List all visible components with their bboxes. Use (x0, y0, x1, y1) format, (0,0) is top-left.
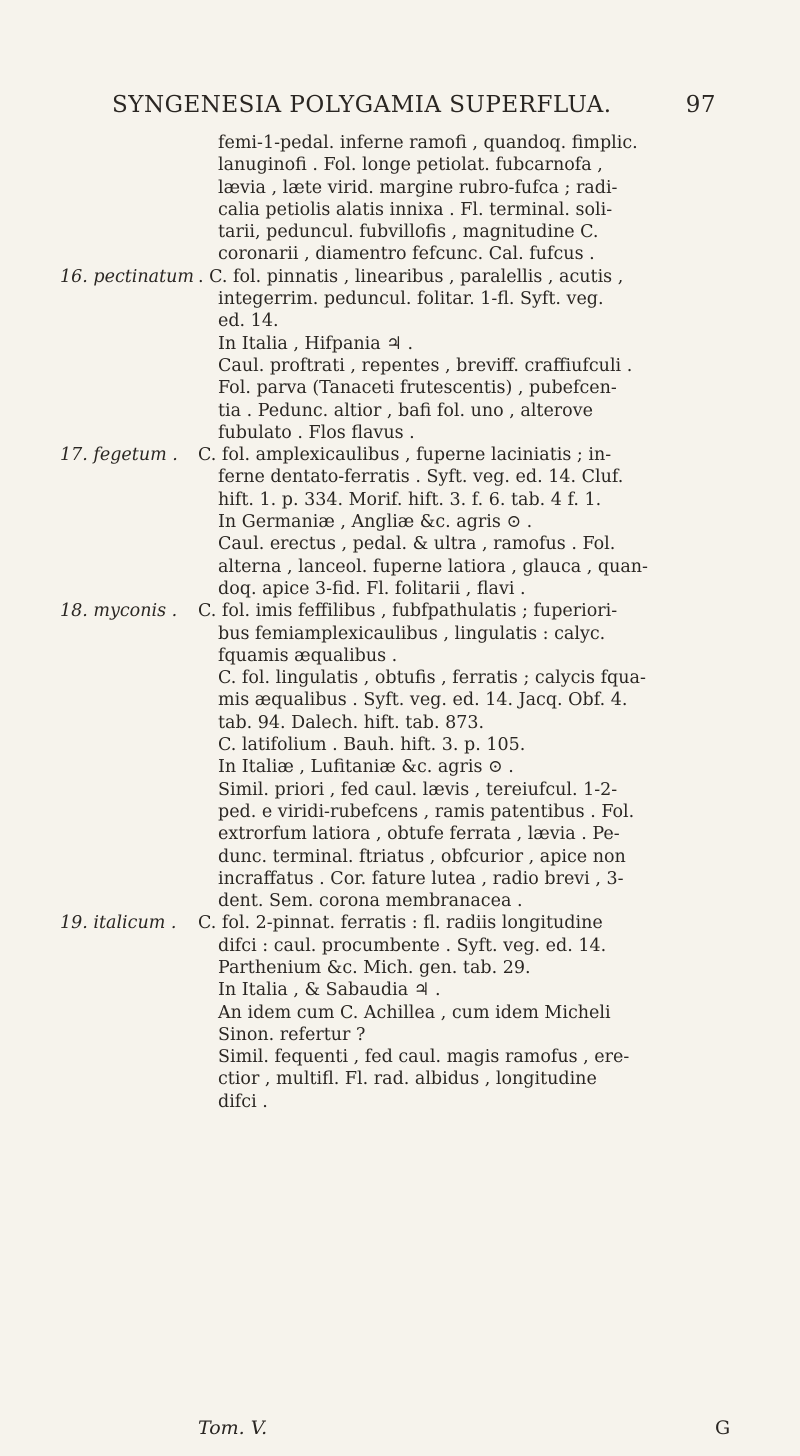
text-line (60, 756, 760, 778)
text-line (60, 846, 760, 868)
line-text: tia . Pedunc. altior , bafi fol. uno , alterove (218, 400, 593, 421)
page-number: 97 (685, 92, 716, 118)
line-text: Sinon. refertur ? (218, 1024, 366, 1045)
text-line (60, 1068, 760, 1090)
species-label: 18. myconis . (60, 601, 178, 622)
text-line (60, 957, 760, 979)
text-line (60, 667, 760, 689)
text-line (60, 801, 760, 823)
line-text: C. fol. amplexicaulibus , fuperne laciniatis ; in- (198, 445, 612, 466)
line-text: C. fol. lingulatis , obtufis , ferratis ; calycis fqua- (218, 668, 646, 689)
species-label: 17. fegetum . (60, 445, 178, 466)
text-line (60, 154, 760, 176)
text-line (60, 266, 760, 288)
species-label: 16. pectinatum (60, 266, 194, 287)
text-line (60, 712, 760, 734)
text-line (60, 556, 760, 578)
text-line (60, 600, 760, 622)
line-text: C. fol. 2-pinnat. ferratis : fl. radiis longitudine (198, 913, 603, 934)
line-text: Simil. fequenti , fed caul. magis ramofus , ere- (218, 1047, 630, 1068)
text-line (60, 779, 760, 801)
text-line (60, 1046, 760, 1068)
line-text: In Germaniæ , Angliæ &c. agris ⊙ . (218, 512, 533, 533)
text-line (60, 645, 760, 667)
text-line (60, 489, 760, 511)
text-line (60, 199, 760, 221)
line-text: tarii, peduncul. fubvillofis , magnitudine C. (218, 222, 599, 243)
text-line (60, 578, 760, 600)
text-line (60, 466, 760, 488)
text-line (60, 533, 760, 555)
line-text: fquamis æqualibus . (218, 645, 398, 666)
line-text: femi-1-pedal. inferne ramofi , quandoq. fimplic. (218, 133, 638, 153)
line-text: lanuginofi . Fol. longe petiolat. fubcarnofa , (218, 155, 603, 176)
line-text: An idem cum C. Achillea , cum idem Micheli (218, 1002, 611, 1023)
line-text: difci : caul. procumbente . Syft. veg. ed. 14. (218, 935, 607, 956)
line-text: Simil. priori , fed caul. lævis , tereiufcul. 1-2- (218, 779, 618, 800)
line-text: ped. e viridi-rubefcens , ramis patentibus . Fol. (218, 801, 635, 822)
text-line (60, 444, 760, 466)
line-text: incraffatus . Cor. fature lutea , radio brevi , 3- (218, 868, 624, 889)
line-text: C. latifolium . Bauh. hift. 3. p. 105. (218, 735, 526, 756)
text-line (60, 177, 760, 199)
line-text: doq. apice 3-fid. Fl. folitarii , flavi . (218, 578, 526, 599)
line-text: alterna , lanceol. fuperne latiora , glauca , quan- (218, 556, 648, 577)
line-text: dent. Sem. corona membranacea . (218, 891, 523, 912)
text-line (60, 935, 760, 957)
signature-mark: G (715, 1417, 731, 1439)
text-line (60, 1024, 760, 1046)
line-text: ferne dentato-ferratis . Syft. veg. ed. 14. Cluf. (218, 467, 624, 488)
text-line (60, 132, 760, 154)
text-line (60, 400, 760, 422)
line-text: lævia , læte virid. margine rubro-fufca ; radi- (218, 177, 618, 198)
line-text: tab. 94. Dalech. hift. tab. 873. (218, 712, 485, 733)
text-line (60, 288, 760, 310)
line-text: C. fol. imis feffilibus , fubfpathulatis ; fuperiori- (198, 601, 618, 622)
body-text (60, 132, 760, 1113)
text-line (60, 243, 760, 265)
text-line (60, 422, 760, 444)
text-line (60, 511, 760, 533)
line-text: extrorfum latiora , obtufe ferrata , lævia . Pe- (218, 824, 620, 845)
volume-mark: Tom. V. (198, 1417, 268, 1439)
text-line (60, 734, 760, 756)
text-line (60, 1091, 760, 1113)
line-text: calia petiolis alatis innixa . Fl. terminal. soli- (218, 199, 613, 220)
page-footer (0, 1417, 800, 1443)
line-text: In Italia , Hifpania ♃ . (218, 333, 414, 354)
line-text: Caul. erectus , pedal. & ultra , ramofus . Fol. (218, 534, 616, 555)
text-line (60, 912, 760, 934)
line-text: integerrim. peduncul. folitar. 1-fl. Syft. veg. (218, 289, 604, 310)
text-line (60, 377, 760, 399)
line-text: Fol. parva (Tanaceti frutescentis) , pubefcen- (218, 378, 617, 399)
text-line (60, 333, 760, 355)
line-text: . C. fol. pinnatis , linearibus , paralellis , acutis , (198, 266, 624, 287)
line-text: Caul. proftrati , repentes , breviff. craffiufculi . (218, 355, 633, 376)
text-line (60, 979, 760, 1001)
text-line (60, 689, 760, 711)
line-text: fubulato . Flos flavus . (218, 422, 415, 443)
text-line (60, 221, 760, 243)
text-line (60, 623, 760, 645)
line-text: difci . (218, 1091, 268, 1112)
text-line (60, 1002, 760, 1024)
line-text: Parthenium &c. Mich. gen. tab. 29. (218, 957, 531, 978)
text-line (60, 890, 760, 912)
species-label: 19. italicum . (60, 913, 177, 934)
line-text: In Italia , & Sabaudia ♃ . (218, 980, 441, 1001)
text-line (60, 355, 760, 377)
line-text: In Italiæ , Lufitaniæ &c. agris ⊙ . (218, 757, 514, 778)
running-title: SYNGENESIA POLYGAMIA SUPERFLUA. (112, 92, 612, 118)
line-text: mis æqualibus . Syft. veg. ed. 14. Jacq. Obf. 4. (218, 690, 628, 711)
line-text: bus femiamplexicaulibus , lingulatis : calyc. (218, 623, 606, 644)
line-text: hift. 1. p. 334. Morif. hift. 3. f. 6. tab. 4 f. 1. (218, 489, 602, 510)
line-text: ed. 14. (218, 311, 279, 332)
line-text: dunc. terminal. ftriatus , obfcurior , apice non (218, 846, 626, 867)
line-text: coronarii , diamentro fefcunc. Cal. fufcus . (218, 244, 595, 265)
text-line (60, 823, 760, 845)
line-text: ctior , multifl. Fl. rad. albidus , longitudine (218, 1069, 597, 1090)
text-line (60, 868, 760, 890)
text-line (60, 310, 760, 332)
